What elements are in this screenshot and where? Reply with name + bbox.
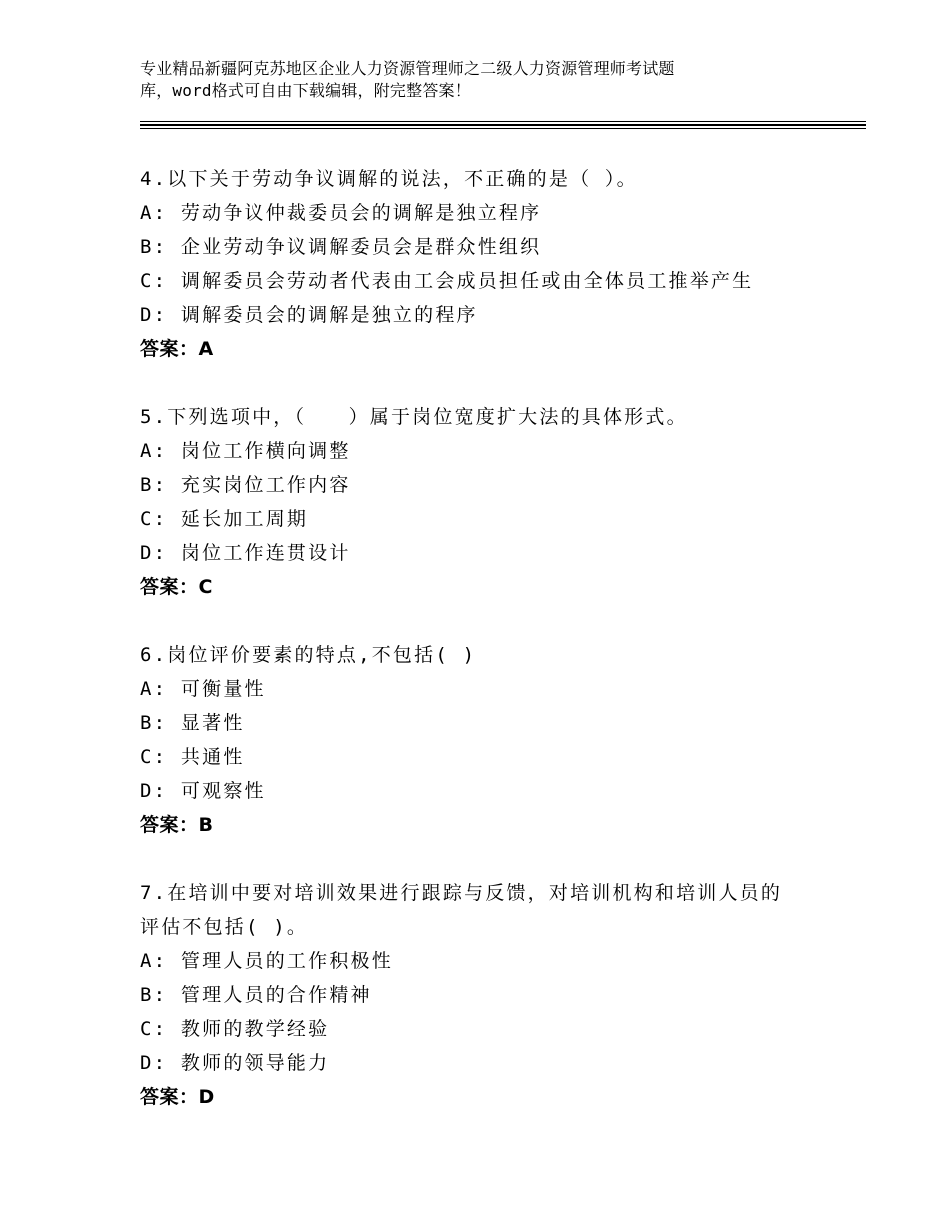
question-stem-line-1: 7.在培训中要对培训效果进行跟踪与反馈，对培训机构和培训人员的 — [140, 882, 783, 904]
header-divider-top — [140, 121, 866, 122]
answer: 答案：A — [140, 338, 214, 360]
question-stem: 4.以下关于劳动争议调解的说法，不正确的是（ ）。 — [140, 168, 638, 190]
answer: 答案：D — [140, 1086, 215, 1108]
option-c: C: 教师的教学经验 — [140, 1018, 330, 1040]
header-divider-middle — [140, 124, 866, 126]
option-b: B: 充实岗位工作内容 — [140, 474, 351, 496]
option-d: D: 调解委员会的调解是独立的程序 — [140, 304, 478, 326]
header-divider-bottom — [140, 128, 866, 129]
answer: 答案：C — [140, 576, 213, 598]
header-line-1: 专业精品新疆阿克苏地区企业人力资源管理师之二级人力资源管理师考试题 — [140, 59, 675, 78]
option-a: A: 劳动争议仲裁委员会的调解是独立程序 — [140, 202, 542, 224]
option-c: C: 延长加工周期 — [140, 508, 309, 530]
option-d: D: 岗位工作连贯设计 — [140, 542, 351, 564]
question-7 — [140, 876, 840, 1114]
question-5 — [140, 400, 840, 604]
option-a: A: 岗位工作横向调整 — [140, 440, 351, 462]
question-list — [140, 162, 840, 1148]
header-line-2: 库，word格式可自由下载编辑，附完整答案！ — [140, 81, 471, 100]
question-stem-line-2: 评估不包括( )。 — [140, 916, 309, 938]
question-stem: 5.下列选项中，（ ）属于岗位宽度扩大法的具体形式。 — [140, 406, 688, 428]
option-b: B: 管理人员的合作精神 — [140, 984, 372, 1006]
option-c: C: 调解委员会劳动者代表由工会成员担任或由全体员工推举产生 — [140, 270, 754, 292]
option-d: D: 教师的领导能力 — [140, 1052, 330, 1074]
option-a: A: 管理人员的工作积极性 — [140, 950, 393, 972]
option-a: A: 可衡量性 — [140, 678, 266, 700]
answer: 答案：B — [140, 814, 214, 836]
option-b: B: 企业劳动争议调解委员会是群众性组织 — [140, 236, 542, 258]
option-c: C: 共通性 — [140, 746, 245, 768]
option-b: B: 显著性 — [140, 712, 245, 734]
question-4 — [140, 162, 840, 366]
question-6 — [140, 638, 840, 842]
document-header — [140, 58, 820, 102]
option-d: D: 可观察性 — [140, 780, 266, 802]
question-stem: 6.岗位评价要素的特点,不包括( ) — [140, 644, 477, 666]
